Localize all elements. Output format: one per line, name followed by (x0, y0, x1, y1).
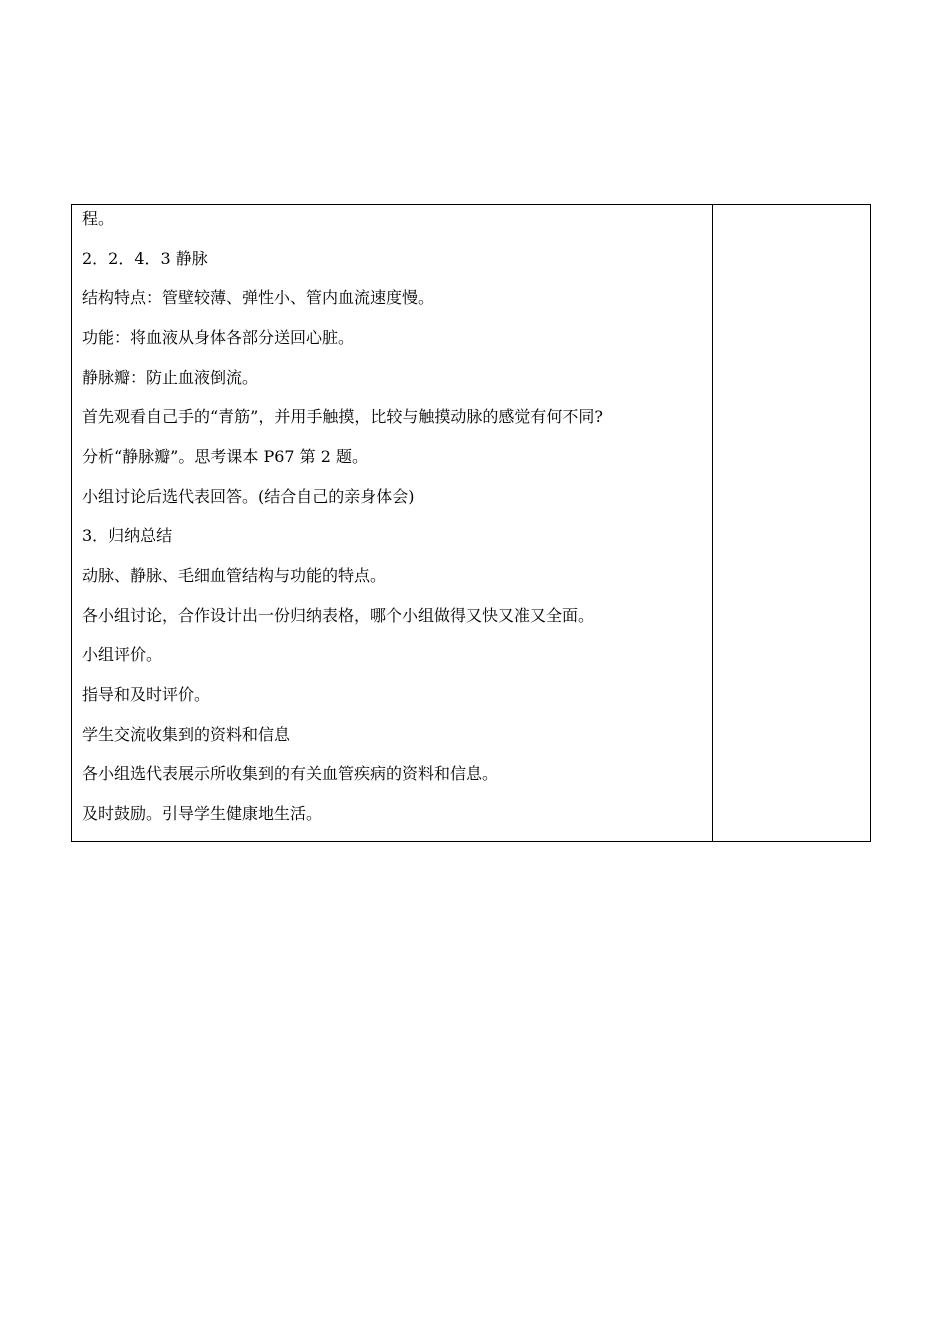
text-line: 分析“静脉瓣”。思考课本 P67 第 2 题。 (82, 447, 369, 466)
lesson-table (71, 204, 871, 842)
text-line: 静脉瓣：防止血液倒流。 (82, 368, 259, 387)
text-line: 指导和及时评价。 (82, 685, 211, 704)
text-line: 动脉、静脉、毛细血管结构与功能的特点。 (82, 566, 387, 585)
section-heading: 3．归纳总结 (82, 526, 173, 545)
text-line: 程。 (82, 209, 115, 228)
content-cell (72, 205, 713, 841)
text-line: 首先观看自己手的“青筋”，并用手触摸，比较与触摸动脉的感觉有何不同? (82, 407, 603, 426)
text-line: 各小组讨论，合作设计出一份归纳表格，哪个小组做得又快又准又全面。 (82, 606, 595, 625)
text-line: 小组讨论后选代表回答。(结合自己的亲身体会) (82, 487, 415, 506)
text-line: 各小组选代表展示所收集到的有关血管疾病的资料和信息。 (82, 764, 499, 783)
section-heading: 2．2．4．3 静脉 (82, 249, 208, 268)
text-line: 及时鼓励。引导学生健康地生活。 (82, 804, 323, 823)
text-line: 学生交流收集到的资料和信息 (82, 725, 291, 744)
notes-cell (713, 205, 870, 841)
text-line: 结构特点：管壁较薄、弹性小、管内血流速度慢。 (82, 288, 435, 307)
text-line: 小组评价。 (82, 645, 163, 664)
text-line: 功能：将血液从身体各部分送回心脏。 (82, 328, 355, 347)
